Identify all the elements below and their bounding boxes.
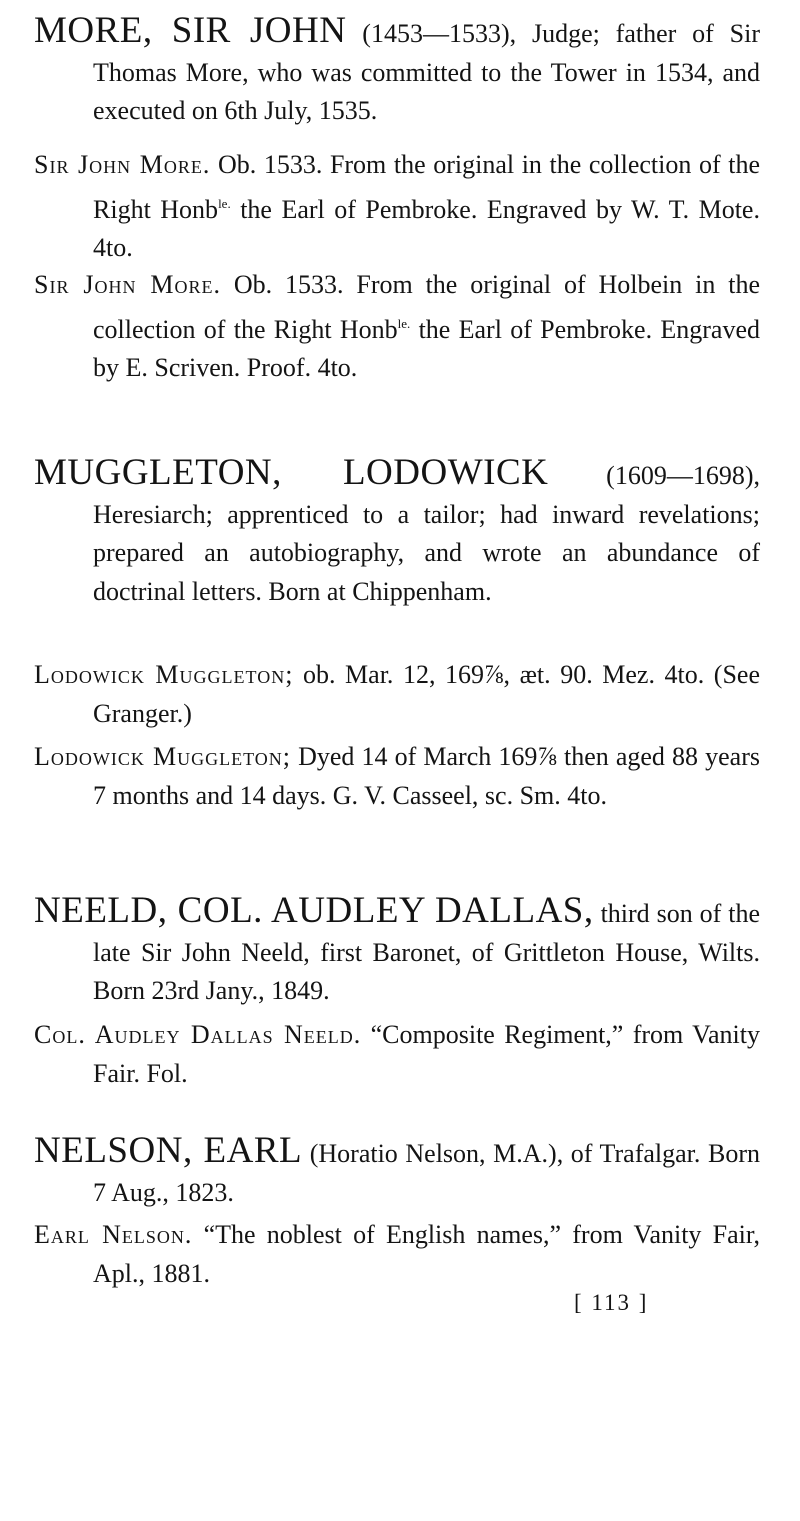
portrait-title: Lodowick Muggleton; (34, 742, 291, 771)
portrait-text (0, 146, 760, 268)
portrait-text (0, 1216, 760, 1293)
portrait-details: “The noblest of English names,” from Vanity Fair, Apl., 1881. (93, 1220, 760, 1288)
entry-name: MUGGLETON, LODOWICK (34, 452, 549, 493)
entry-description: third son of the late Sir John Neeld, first Baronet, of Grittleton House, Wilts. Born 23rd Jany., 1849. (93, 899, 760, 1005)
entry-nelson (0, 1132, 800, 1212)
entry-description: (1609—1698), Heresiarch; apprenticed to a tailor; had inward revelations; prepared an autobiography, and wrote an abundance of doctrinal letters. Born at Chippenham. (93, 461, 760, 606)
portrait-item (0, 266, 800, 388)
entry-heading (0, 454, 760, 611)
entry-name: MORE, SIR JOHN (34, 10, 347, 51)
entry-muggleton (0, 454, 800, 611)
portrait-text (0, 738, 760, 815)
superscript: le. (218, 195, 231, 211)
portrait-title: Col. Audley Dallas Neeld. (34, 1020, 362, 1049)
superscript: le. (397, 315, 411, 331)
portrait-details: “Composite Regiment,” from Vanity Fair. Fol. (93, 1020, 761, 1088)
portrait-details: the Earl of Pembroke. Engraved by W. T. Mote. 4to. (93, 194, 760, 262)
portrait-details: the Earl of Pembroke. Engraved by E. Scriven. Proof. 4to. (93, 314, 760, 382)
portrait-title: Earl Nelson. (34, 1220, 193, 1249)
page-number: [ 113 ] (574, 1290, 649, 1315)
portrait-details: Dyed 14 of March 169⅞ then aged 88 years 7 months and 14 days. G. V. Casseel, sc. Sm. 4to. (93, 742, 760, 810)
entry-heading (0, 892, 760, 1011)
portrait-title: Sir John More. (34, 150, 211, 179)
portrait-item (0, 146, 800, 268)
portrait-text (0, 1016, 760, 1093)
entry-description: (Horatio Nelson, M.A.), of Trafalgar. Born 7 Aug., 1823. (93, 1139, 760, 1207)
portrait-text (0, 266, 760, 388)
portrait-title: Lodowick Muggleton; (34, 660, 294, 689)
entry-neeld (0, 892, 800, 1011)
portrait-item (0, 1216, 800, 1293)
portrait-text (0, 656, 760, 733)
portrait-item (0, 1016, 800, 1093)
entry-heading (0, 1132, 760, 1212)
portrait-details: Ob. 1533. From the original in the collection of the Right Honb (93, 150, 760, 224)
portrait-details: ob. Mar. 12, 169⅞, æt. 90. Mez. 4to. (See Granger.) (93, 660, 760, 728)
portrait-item (0, 738, 800, 815)
entry-more (0, 12, 800, 131)
portrait-item (0, 656, 800, 733)
entry-name: NEELD, COL. AUDLEY DALLAS, (34, 890, 594, 931)
portrait-details: Ob. 1533. From the original of Holbein in the collection of the Right Honb (93, 270, 760, 344)
entry-heading (0, 12, 760, 131)
entry-description: (1453—1533), Judge; father of Sir Thomas More, who was committed to the Tower in 1534, and executed on 6th July, 1535. (93, 19, 760, 125)
entry-name: NELSON, EARL (34, 1130, 303, 1171)
portrait-title: Sir John More. (34, 270, 221, 299)
